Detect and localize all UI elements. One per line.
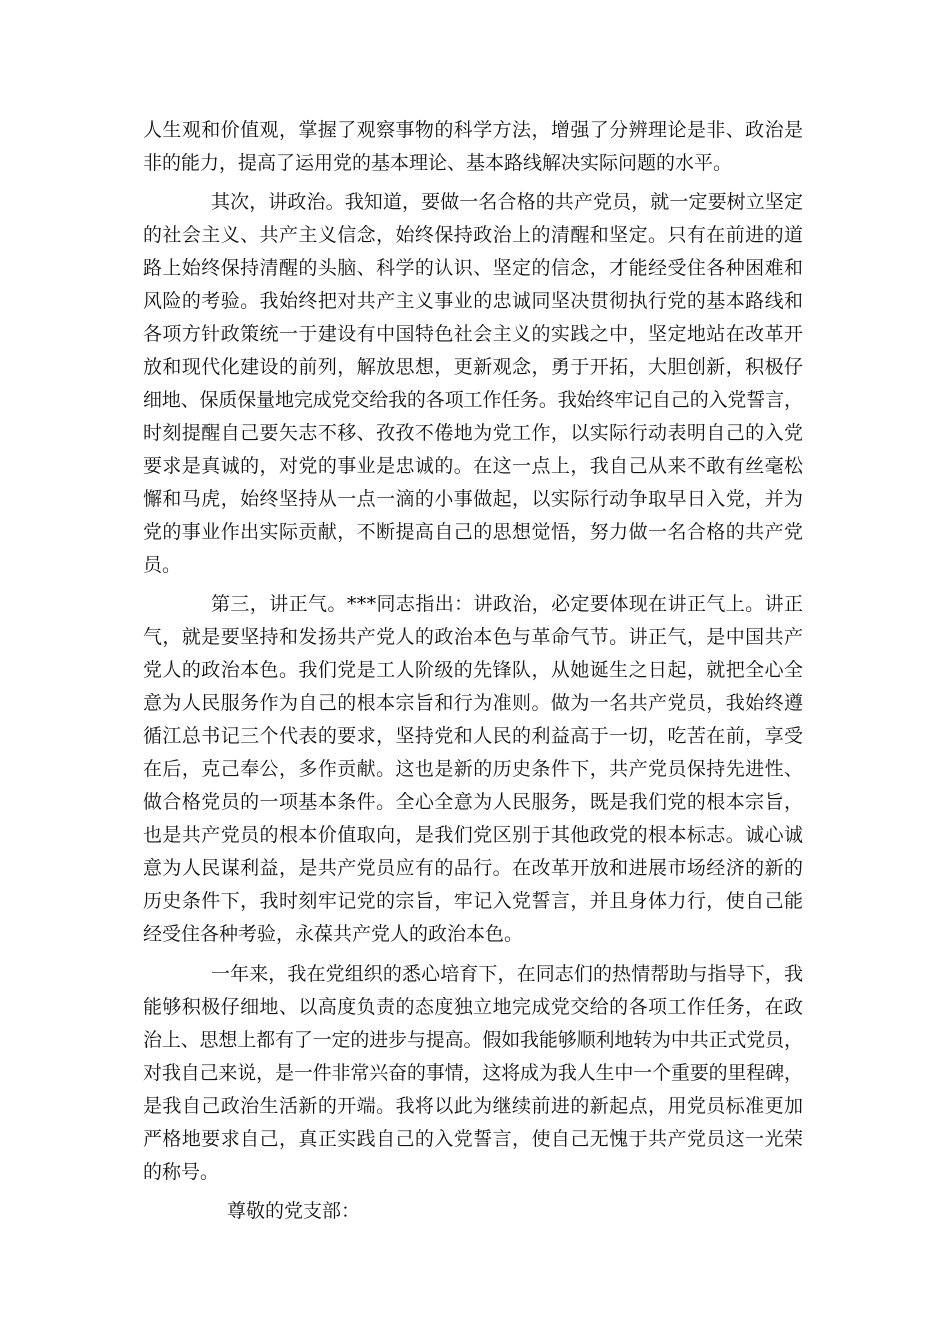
paragraph-line: 历史条件下，我时刻牢记党的宗旨，牢记入党誓言，并且身体力行，使自己能	[143, 890, 804, 912]
paragraph-line: 对我自己来说，是一件非常兴奋的事情，这将成为我人生中一个重要的里程碑，	[143, 1062, 803, 1084]
paragraph-line: 做合格党员的一项基本条件。全心全意为人民服务，既是我们党的根本宗旨，	[143, 791, 804, 813]
paragraph-line: 治上、思想上都有了一定的进步与提高。假如我能够顺利地转为中共正式党员，	[143, 1029, 803, 1051]
paragraph-line: 是我自己政治生活新的开端。我将以此为继续前进的新起点，用党员标准更加	[143, 1095, 804, 1117]
paragraph-line: 能够积极仔细地、以高度负责的态度独立地完成党交给的各项工作任务，在政	[143, 996, 804, 1018]
paragraph-line: 要求是真诚的，对党的事业是忠诚的。在这一点上，我自己从来不敢有丝毫松	[143, 455, 804, 477]
paragraph-line: 第三，讲正气。***同志指出：讲政治，必定要体现在讲正气上。讲正	[211, 593, 804, 615]
paragraph-line: 循江总书记三个代表的要求，坚持党和人民的利益高于一切，吃苦在前，享受	[143, 725, 804, 747]
paragraph-line: 的社会主义、共产主义信念，始终保持政治上的清醒和坚定。只有在前进的道	[143, 224, 804, 246]
paragraph-line: 时刻提醒自己要矢志不移、孜孜不倦地为党工作，以实际行动表明自己的入党	[143, 422, 804, 444]
paragraph-line: 非的能力，提高了运用党的基本理论、基本路线解决实际问题的水平。	[143, 152, 733, 174]
paragraph-line: 的称号。	[143, 1161, 220, 1183]
paragraph-line: 在后，克己奉公，多作贡献。这也是新的历史条件下，共产党员保持先进性、	[143, 758, 804, 780]
paragraph-line: 懈和马虎，始终坚持从一点一滴的小事做起，以实际行动争取早日入党，并为	[143, 488, 804, 510]
paragraph-line: 气，就是要坚持和发扬共产党人的政治本色与革命气节。讲正气，是中国共产	[143, 626, 804, 648]
paragraph-line: 人生观和价值观，掌握了观察事物的科学方法，增强了分辨理论是非、政治是	[143, 119, 804, 141]
paragraph-line: 也是共产党员的根本价值取向，是我们党区别于其他政党的根本标志。诚心诚	[143, 824, 804, 846]
paragraph-line: 党人的政治本色。我们党是工人阶级的先锋队，从她诞生之日起，就把全心全	[143, 659, 804, 681]
paragraph-line: 意为人民谋利益，是共产党员应有的品行。在改革开放和进展市场经济的新的	[143, 857, 804, 879]
paragraph-line: 细地、保质保量地完成党交给我的各项工作任务。我始终牢记自己的入党誓言，	[143, 389, 803, 411]
paragraph-line: 党的事业作出实际贡献，不断提高自己的思想觉悟，努力做一名合格的共产党	[143, 521, 804, 543]
paragraph-line: 各项方针政策统一于建设有中国特色社会主义的实践之中，坚定地站在改革开	[143, 323, 804, 345]
paragraph-line: 尊敬的党支部：	[227, 1200, 361, 1222]
paragraph-line: 放和现代化建设的前列，解放思想，更新观念，勇于开拓，大胆创新，积极仔	[143, 356, 804, 378]
paragraph-line: 其次，讲政治。我知道，要做一名合格的共产党员，就一定要树立坚定	[211, 191, 804, 213]
paragraph-line: 经受住各种考验，永葆共产党人的政治本色。	[143, 923, 524, 945]
paragraph-line: 员。	[143, 554, 182, 576]
paragraph-line: 路上始终保持清醒的头脑、科学的认识、坚定的信念，才能经受住各种困难和	[143, 257, 804, 279]
paragraph-line: 一年来，我在党组织的悉心培育下，在同志们的热情帮助与指导下，我	[211, 963, 804, 985]
paragraph-line: 意为人民服务作为自己的根本宗旨和行为准则。做为一名共产党员，我始终遵	[143, 692, 804, 714]
paragraph-line: 严格地要求自己，真正实践自己的入党誓言，使自己无愧于共产党员这一光荣	[143, 1128, 804, 1150]
paragraph-line: 风险的考验。我始终把对共产主义事业的忠诚同坚决贯彻执行党的基本路线和	[143, 290, 804, 312]
